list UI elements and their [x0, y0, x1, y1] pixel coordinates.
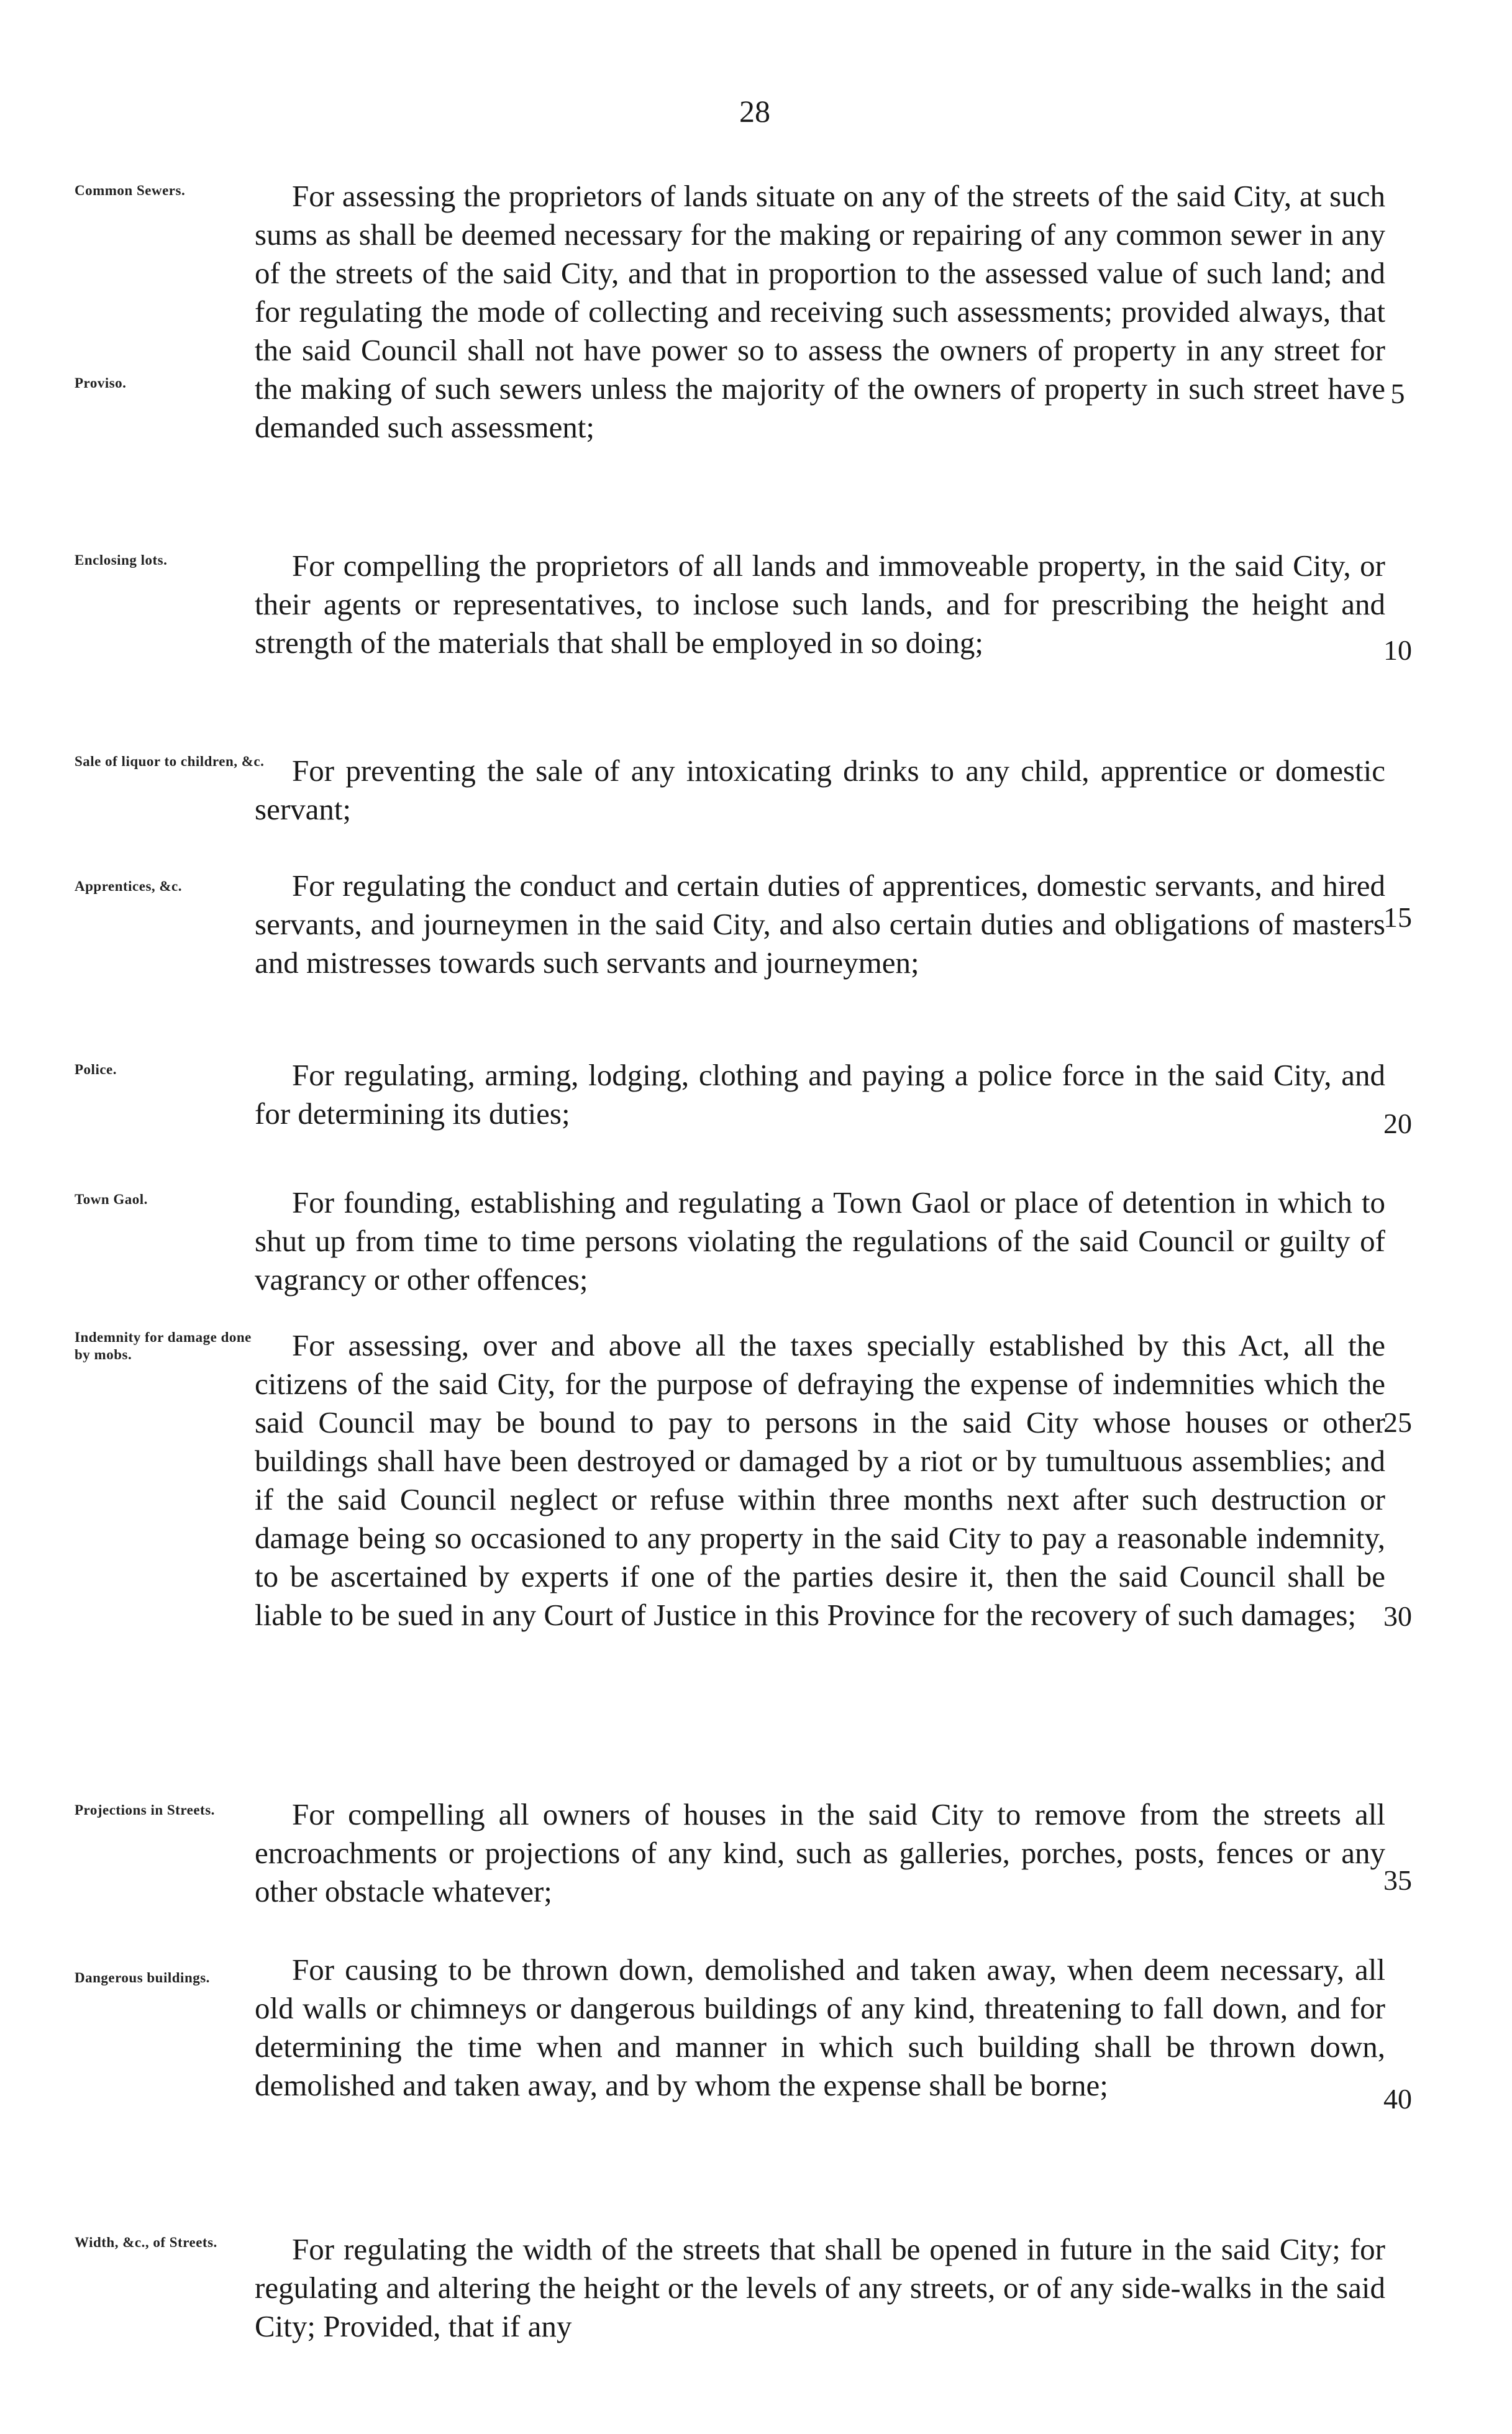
- margin-note: Proviso.: [75, 375, 127, 391]
- margin-note: Enclosing lots.: [75, 552, 168, 568]
- margin-note: Width, &c., of Streets.: [75, 2235, 217, 2250]
- margin-note: Apprentices, &c.: [75, 878, 183, 894]
- line-number: 20: [1383, 1108, 1412, 1139]
- margin-note: Town Gaol.: [75, 1192, 148, 1207]
- paragraph: For assessing, over and above all the taxes specially established by this Act, all the citizens of the said City, for the purpose of defraying the expense of indemnities which the said Council may be bound to pay to persons in the said City whose houses or other buildings shall have been destroyed or damaged by a riot or by tumultuous assemblies; and if the said Council neglect or refuse within three months next after such destruction or damage being so occasioned to any property in the said City to pay a reasonable indemnity, to be ascertained by experts if one of the parties desire it, then the said Council shall be liable to be sued in any Court of Justice in this Province for the recovery of such damages;: [255, 1328, 1385, 1632]
- paragraph: For causing to be thrown down, demolished and taken away, when deem necessary, all old walls or chimneys or dangerous buildings of any kind, threatening to fall down, and for determining the time when and manner in which such building shall be thrown down, demolished and taken away, and by whom the expense shall be borne;: [255, 1953, 1385, 2102]
- paragraph: For founding, establishing and regulating a Town Gaol or place of detention in which to shut up from time to time persons violating the regulations of the said Council or guilty of vagrancy or other offences;: [255, 1185, 1385, 1297]
- line-number: 25: [1383, 1406, 1412, 1438]
- paragraph: For regulating the width of the streets that shall be opened in future in the said City; for regulating and altering the height or the levels of any streets, or of any side-walks in the said City; Provided, that if any: [255, 2232, 1385, 2343]
- paragraph: For compelling all owners of houses in the said City to remove from the streets all encroachments or projections of any kind, such as galleries, porches, posts, fences or any other obstacle whatever;: [255, 1797, 1385, 1908]
- line-number: 10: [1383, 634, 1412, 666]
- line-number: 5: [1390, 378, 1405, 409]
- paragraph: For regulating the conduct and certain duties of apprentices, domestic servants, and hired servants, and journeymen in the said City, and also certain duties and obligations of masters and mistresses towards such servants and journeymen;: [255, 868, 1385, 980]
- line-number: 30: [1383, 1600, 1412, 1632]
- line-number: 35: [1383, 1864, 1412, 1896]
- line-number: 40: [1383, 2083, 1412, 2115]
- paragraph: For compelling the proprietors of all lands and immoveable property, in the said City, or their agents or representatives, to inclose such lands, and for prescribing the height and strength of the materials that shall be employed in so doing;: [255, 549, 1385, 660]
- paragraph: For assessing the proprietors of lands situate on any of the streets of the said City, at such sums as shall be deemed necessary for the making or repairing of any common sewer in any of the streets of the said City, and that in proportion to the assessed value of such land; and for regulating the mode of collecting and receiving such assessments; provided always, that the said Council shall not have power so to assess the owners of property in any street for the making of such sewers unless the majority of the owners of property in such street have demanded such assessment;: [255, 179, 1385, 444]
- line-number: 15: [1383, 901, 1412, 933]
- margin-note: Police.: [75, 1062, 117, 1077]
- margin-note: Dangerous buildings.: [75, 1970, 210, 1985]
- margin-note: Projections in Streets.: [75, 1802, 215, 1818]
- paragraph: For preventing the sale of any intoxicating drinks to any child, apprentice or domestic servant;: [255, 754, 1385, 826]
- margin-note: Sale of liquor to children, &c.: [75, 754, 265, 769]
- margin-note: Common Sewers.: [75, 183, 186, 198]
- page-number: 28: [739, 94, 770, 129]
- paragraph: For regulating, arming, lodging, clothing and paying a police force in the said City, and for determining its duties;: [255, 1058, 1385, 1131]
- margin-note: Indemnity for damage done by mobs.: [75, 1329, 252, 1362]
